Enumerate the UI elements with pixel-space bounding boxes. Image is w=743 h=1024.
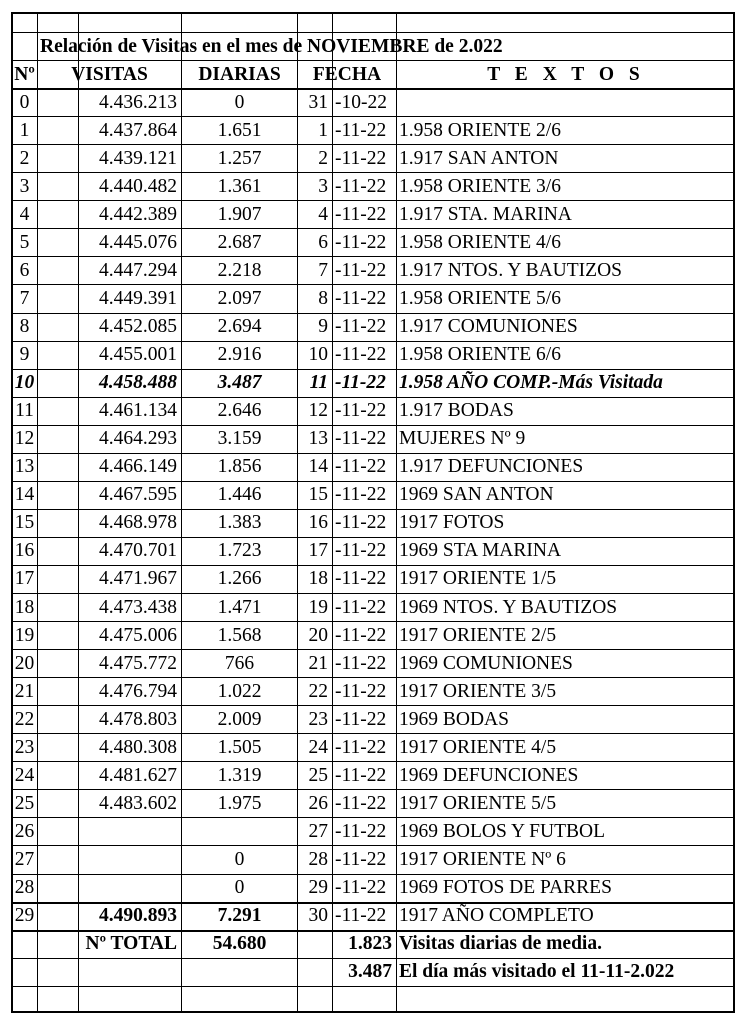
daily-visits: 2.009 <box>217 708 262 730</box>
daily-visits: 1.651 <box>217 119 262 141</box>
date-month: -11-22 <box>335 231 387 253</box>
visits-total: 4.436.213 <box>99 91 177 113</box>
max-text: El día más visitado el 11-11-2.022 <box>399 961 675 983</box>
date-month: -11-22 <box>335 848 387 870</box>
row-number: 15 <box>14 512 35 534</box>
visits-total: 4.455.001 <box>99 344 177 366</box>
date-month: -11-22 <box>335 484 387 506</box>
max-value: 3.487 <box>348 961 392 983</box>
date-day: 27 <box>308 820 328 842</box>
date-month: -11-22 <box>335 400 387 422</box>
row-number: 0 <box>19 91 30 113</box>
date-month: -11-22 <box>335 568 387 590</box>
row-number: 21 <box>14 680 35 702</box>
row-text: 1969 COMUNIONES <box>399 652 573 674</box>
date-month: -11-22 <box>335 708 387 730</box>
visits-total: 4.467.595 <box>99 484 177 506</box>
row-number: 26 <box>14 820 35 842</box>
header-diarias: DIARIAS <box>198 63 281 85</box>
row-number: 1 <box>19 119 30 141</box>
daily-visits: 1.446 <box>217 484 262 506</box>
date-month: -11-22 <box>335 147 387 169</box>
daily-visits: 1.471 <box>217 596 262 618</box>
date-month: -11-22 <box>335 877 387 898</box>
visits-total: 4.475.772 <box>99 652 177 674</box>
table-border-bottom <box>11 1011 735 1013</box>
row-text: 1917 FOTOS <box>399 512 505 534</box>
row-number: 28 <box>14 877 35 898</box>
row-text: 1969 SAN ANTON <box>399 484 554 506</box>
date-day: 17 <box>308 540 328 562</box>
visits-total: 4.470.701 <box>99 540 177 562</box>
date-month: -11-22 <box>335 764 387 786</box>
date-month: -11-22 <box>335 203 387 225</box>
visits-total: 4.481.627 <box>99 764 177 786</box>
date-day: 21 <box>308 652 328 674</box>
date-day: 13 <box>308 428 328 450</box>
date-month: -11-22 <box>335 259 387 281</box>
row-text: 1.917 DEFUNCIONES <box>399 456 584 478</box>
row-number: 6 <box>19 259 30 281</box>
visits-total: 4.442.389 <box>99 203 177 225</box>
date-month: -11-22 <box>335 316 387 337</box>
daily-visits: 0 <box>234 91 245 113</box>
row-text: 1917 ORIENTE 3/5 <box>399 680 557 702</box>
visits-total: 4.447.294 <box>99 259 177 281</box>
date-day: 22 <box>308 680 328 702</box>
row-text: 1969 NTOS. Y BAUTIZOS <box>399 596 618 618</box>
total-label: Nº TOTAL <box>85 933 177 955</box>
date-month: -11-22 <box>335 344 387 366</box>
row-number: 17 <box>14 568 35 590</box>
daily-visits: 1.361 <box>217 175 262 197</box>
row-number: 4 <box>19 203 30 225</box>
row-number: 19 <box>14 624 35 646</box>
date-day: 24 <box>308 736 328 758</box>
row-number: 11 <box>15 400 34 422</box>
row-text: 1917 ORIENTE 2/5 <box>399 624 557 646</box>
visits-table <box>11 12 735 1013</box>
date-month: -11-22 <box>335 512 387 534</box>
row-text: 1.958 AÑO COMP.-Más Visitada <box>399 372 663 394</box>
daily-visits: 1.907 <box>217 203 262 225</box>
date-month: -11-22 <box>335 175 387 197</box>
date-month: -11-22 <box>335 792 387 814</box>
row-text: 1.958 ORIENTE 2/6 <box>399 119 561 141</box>
row-number: 2 <box>19 147 30 169</box>
visits-total: 4.439.121 <box>99 147 177 169</box>
visits-total: 4.475.006 <box>99 624 177 646</box>
visits-total: 4.471.967 <box>99 568 177 590</box>
row-text: 1.917 NTOS. Y BAUTIZOS <box>399 259 622 281</box>
row-number: 14 <box>14 484 35 506</box>
row-text: 1.917 STA. MARINA <box>399 203 572 225</box>
visits-total: 4.445.076 <box>99 231 177 253</box>
date-day: 26 <box>308 792 328 814</box>
visits-total: 4.461.134 <box>99 400 177 422</box>
date-month: -11-22 <box>335 540 387 562</box>
daily-visits: 2.687 <box>217 231 262 253</box>
visits-total: 4.449.391 <box>99 287 177 309</box>
header-fecha: FECHA <box>312 63 382 85</box>
row-text: 1917 ORIENTE 1/5 <box>399 568 557 590</box>
row-text: MUJERES Nº 9 <box>399 428 526 450</box>
date-day: 25 <box>308 764 328 786</box>
date-day: 6 <box>318 231 328 253</box>
visits-total: 4.478.803 <box>99 708 177 730</box>
daily-visits: 1.975 <box>217 792 262 814</box>
date-month: -11-22 <box>335 652 387 674</box>
row-number: 29 <box>14 905 35 927</box>
row-number: 18 <box>14 596 35 618</box>
total-value: 54.680 <box>212 933 267 955</box>
daily-visits: 2.097 <box>217 287 262 309</box>
row-number: 12 <box>14 428 35 450</box>
visits-total <box>38 846 181 874</box>
date-day: 30 <box>308 905 328 927</box>
daily-visits: 3.159 <box>217 428 262 450</box>
date-day: 2 <box>318 147 328 169</box>
date-day: 29 <box>308 877 328 898</box>
daily-visits: 2.916 <box>217 344 262 366</box>
header-n: Nº <box>14 63 35 85</box>
visits-total: 4.452.085 <box>99 316 177 337</box>
daily-visits: 7.291 <box>217 905 262 927</box>
date-month: -11-22 <box>335 596 387 618</box>
row-number: 13 <box>14 456 35 478</box>
row-text: 1.958 ORIENTE 6/6 <box>399 344 561 366</box>
row-text: 1.917 BODAS <box>399 400 514 422</box>
date-month: -10-22 <box>335 91 387 113</box>
visits-total: 4.437.864 <box>99 119 177 141</box>
row-number: 25 <box>14 792 35 814</box>
visits-total: 4.490.893 <box>99 905 177 927</box>
daily-visits: 2.218 <box>217 259 262 281</box>
daily-visits: 766 <box>224 652 255 674</box>
date-day: 28 <box>308 848 328 870</box>
visits-total: 4.480.308 <box>99 736 177 758</box>
date-month: -11-22 <box>335 456 387 478</box>
row-text: 1969 STA MARINA <box>399 540 562 562</box>
row-number: 7 <box>19 287 30 309</box>
date-day: 23 <box>308 708 328 730</box>
row-text: 1.917 SAN ANTON <box>399 147 559 169</box>
daily-visits: 1.022 <box>217 680 262 702</box>
row-text: 1.958 ORIENTE 4/6 <box>399 231 561 253</box>
daily-visits: 2.694 <box>217 316 262 337</box>
date-day: 31 <box>308 91 328 113</box>
row-number: 3 <box>19 175 30 197</box>
date-day: 14 <box>308 456 328 478</box>
date-month: -11-22 <box>335 905 387 927</box>
daily-visits: 1.266 <box>217 568 262 590</box>
table-title: Relación de Visitas en el mes de NOVIEMBRE de 2.022 <box>40 35 503 57</box>
row-text: 1.917 COMUNIONES <box>399 316 578 337</box>
daily-visits: 1.257 <box>217 147 262 169</box>
header-textos: T E X T O S <box>487 63 645 85</box>
table-border-top <box>11 12 735 14</box>
daily-visits: 1.723 <box>217 540 262 562</box>
row-number: 23 <box>14 736 35 758</box>
date-day: 20 <box>308 624 328 646</box>
row-text: 1969 DEFUNCIONES <box>399 764 579 786</box>
row-text: 1917 ORIENTE 5/5 <box>399 792 557 814</box>
date-month: -11-22 <box>335 119 387 141</box>
visits-total: 4.440.482 <box>99 175 177 197</box>
date-month: -11-22 <box>335 736 387 758</box>
date-day: 11 <box>309 372 328 394</box>
visits-total: 4.464.293 <box>99 428 177 450</box>
date-day: 18 <box>308 568 328 590</box>
visits-total: 4.483.602 <box>99 792 177 814</box>
daily-visits: 1.568 <box>217 624 262 646</box>
visits-total <box>38 818 181 846</box>
row-number: 8 <box>19 316 30 337</box>
date-day: 9 <box>318 316 328 337</box>
row-number: 22 <box>14 708 35 730</box>
date-month: -11-22 <box>335 680 387 702</box>
row-text: 1969 FOTOS DE PARRES <box>399 877 612 898</box>
daily-visits: 1.383 <box>217 512 262 534</box>
row-number: 16 <box>14 540 35 562</box>
date-day: 7 <box>318 259 328 281</box>
daily-visits: 1.856 <box>217 456 262 478</box>
date-day: 1 <box>318 119 328 141</box>
date-day: 3 <box>318 175 328 197</box>
row-number: 24 <box>14 764 35 786</box>
date-day: 12 <box>308 400 328 422</box>
date-day: 10 <box>308 344 328 366</box>
row-number: 10 <box>14 372 35 394</box>
row-text: 1.958 ORIENTE 3/6 <box>399 175 561 197</box>
date-day: 16 <box>308 512 328 534</box>
daily-visits: 1.319 <box>217 764 262 786</box>
row-text: 1969 BOLOS Y FUTBOL <box>399 820 606 842</box>
visits-total: 4.468.978 <box>99 512 177 534</box>
header-visitas: VISITAS <box>71 63 148 85</box>
date-day: 15 <box>308 484 328 506</box>
daily-visits: 2.646 <box>217 400 262 422</box>
date-day: 4 <box>318 203 328 225</box>
date-month: -11-22 <box>335 820 387 842</box>
visits-total: 4.458.488 <box>99 372 177 394</box>
average-value: 1.823 <box>348 933 392 955</box>
daily-visits: 1.505 <box>217 736 262 758</box>
visits-total: 4.476.794 <box>99 680 177 702</box>
average-text: Visitas diarias de media. <box>399 933 602 955</box>
row-text: 1.958 ORIENTE 5/6 <box>399 287 561 309</box>
row-text <box>397 89 735 117</box>
date-month: -11-22 <box>335 624 387 646</box>
row-number: 27 <box>14 848 35 870</box>
date-day: 8 <box>318 287 328 309</box>
visits-total: 4.473.438 <box>99 596 177 618</box>
daily-visits <box>182 818 297 846</box>
date-day: 19 <box>308 596 328 618</box>
row-number: 5 <box>19 231 30 253</box>
row-text: 1917 AÑO COMPLETO <box>399 905 594 927</box>
row-text: 1917 ORIENTE 4/5 <box>399 736 557 758</box>
visits-total <box>38 874 181 902</box>
row-number: 20 <box>14 652 35 674</box>
date-month: -11-22 <box>335 287 387 309</box>
visits-total: 4.466.149 <box>99 456 177 478</box>
daily-visits: 0 <box>234 877 245 898</box>
daily-visits: 3.487 <box>217 372 262 394</box>
row-text: 1917 ORIENTE Nº 6 <box>399 848 566 870</box>
row-number: 9 <box>19 344 30 366</box>
daily-visits: 0 <box>234 848 245 870</box>
row-text: 1969 BODAS <box>399 708 509 730</box>
date-month: -11-22 <box>335 428 387 450</box>
date-month: -11-22 <box>335 372 386 394</box>
